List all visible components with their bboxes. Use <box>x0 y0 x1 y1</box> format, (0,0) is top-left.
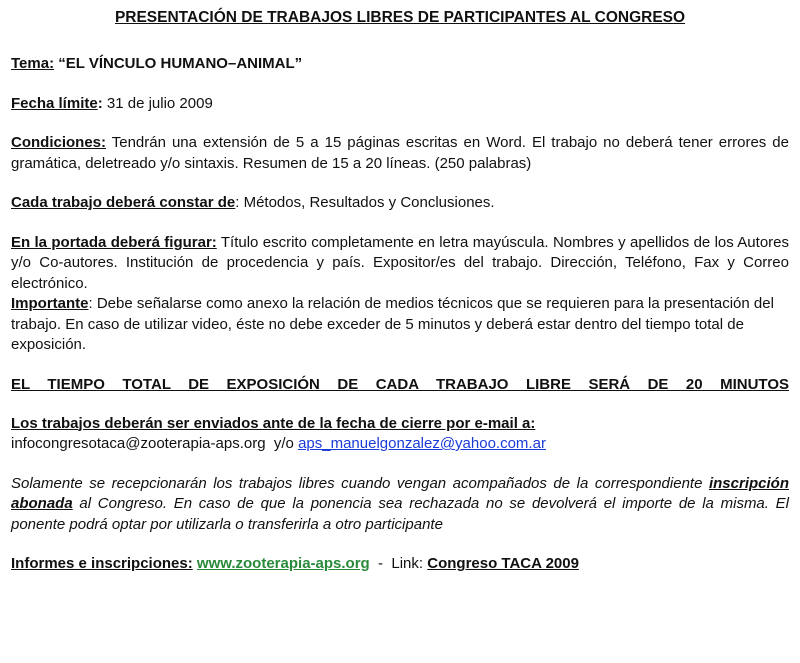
nota-part2: al Congreso. En caso de que la ponencia sea rechazada no se devolverá el importe de la misma. El ponente podrá optar por utilizarla o transferirla a otro participante <box>11 495 789 533</box>
importante-text: : Debe señalarse como anexo la relación de medios técnicos que se requieren para la presentación del trabajo. En caso de utilizar video, éste no debe exceder de 5 minutos y deberá estar dentro del tiempo total de exposición. <box>11 295 774 353</box>
congreso-link[interactable]: Congreso TACA 2009 <box>427 555 579 572</box>
importante-paragraph <box>11 294 789 356</box>
envio-block <box>11 414 789 455</box>
email-primary[interactable]: infocongresotaca@zooterapia-aps.org <box>11 435 266 452</box>
tema-value: “EL VÍNCULO HUMANO–ANIMAL” <box>58 55 303 72</box>
importante-label: Importante <box>11 295 89 312</box>
website-link[interactable]: www.zooterapia-aps.org <box>196 555 370 572</box>
informes-dash: - Link: <box>369 555 428 572</box>
envio-emails <box>11 434 789 455</box>
nota-part1: Solamente se recepcionarán los trabajos libres cuando vengan acompañados de la correspondiente <box>11 474 709 492</box>
informes-line <box>11 554 789 575</box>
condiciones-paragraph <box>11 133 789 174</box>
fecha-label: Fecha límite <box>11 94 98 112</box>
portada-label: En la portada deberá figurar: <box>11 233 217 251</box>
document-title: PRESENTACIÓN DE TRABAJOS LIBRES DE PARTICIPANTES AL CONGRESO <box>114 9 686 26</box>
informes-label: Informes e inscripciones: <box>11 555 193 572</box>
email-secondary-link[interactable]: aps_manuelgonzalez@yahoo.com.ar <box>298 435 546 452</box>
nota-emphasis: inscripción abonada <box>11 474 789 512</box>
nota-paragraph <box>11 474 789 536</box>
email-separator: y/o <box>265 435 299 452</box>
condiciones-label: Condiciones: <box>11 134 107 151</box>
envio-heading: Los trabajos deberán ser enviados ante de la fecha de cierre por e-mail a: <box>11 414 536 432</box>
tema-label: Tema: <box>11 55 55 72</box>
constar-label: Cada trabajo deberá constar de <box>11 194 236 211</box>
fecha-value: 31 de julio 2009 <box>102 94 213 112</box>
constar-text: : Métodos, Resultados y Conclusiones. <box>235 194 495 211</box>
portada-text: Título escrito completamente en letra mayúscula. Nombres y apellidos de los Autores y/o Co-autores. Institución de procedencia y país. Expositor/es del trabajo. Dirección, Teléfono, Fax y Correo electrónico. <box>11 233 789 292</box>
condiciones-text: Tendrán una extensión de 5 a 15 páginas escritas en Word. El trabajo no deberá tener errores de gramática, deletreado y/o sintaxis. Resumen de 15 a 20 líneas. (250 palabras) <box>11 134 789 172</box>
tiempo-notice: EL TIEMPO TOTAL DE EXPOSICIÓN DE CADA TRABAJO LIBRE SERÁ DE 20 MINUTOS <box>11 375 789 393</box>
document-page <box>11 8 789 594</box>
fecha-colon: : <box>97 94 103 112</box>
fecha-line <box>11 94 789 115</box>
constar-paragraph <box>11 193 789 214</box>
portada-paragraph <box>11 233 789 295</box>
tema-line <box>11 54 789 75</box>
